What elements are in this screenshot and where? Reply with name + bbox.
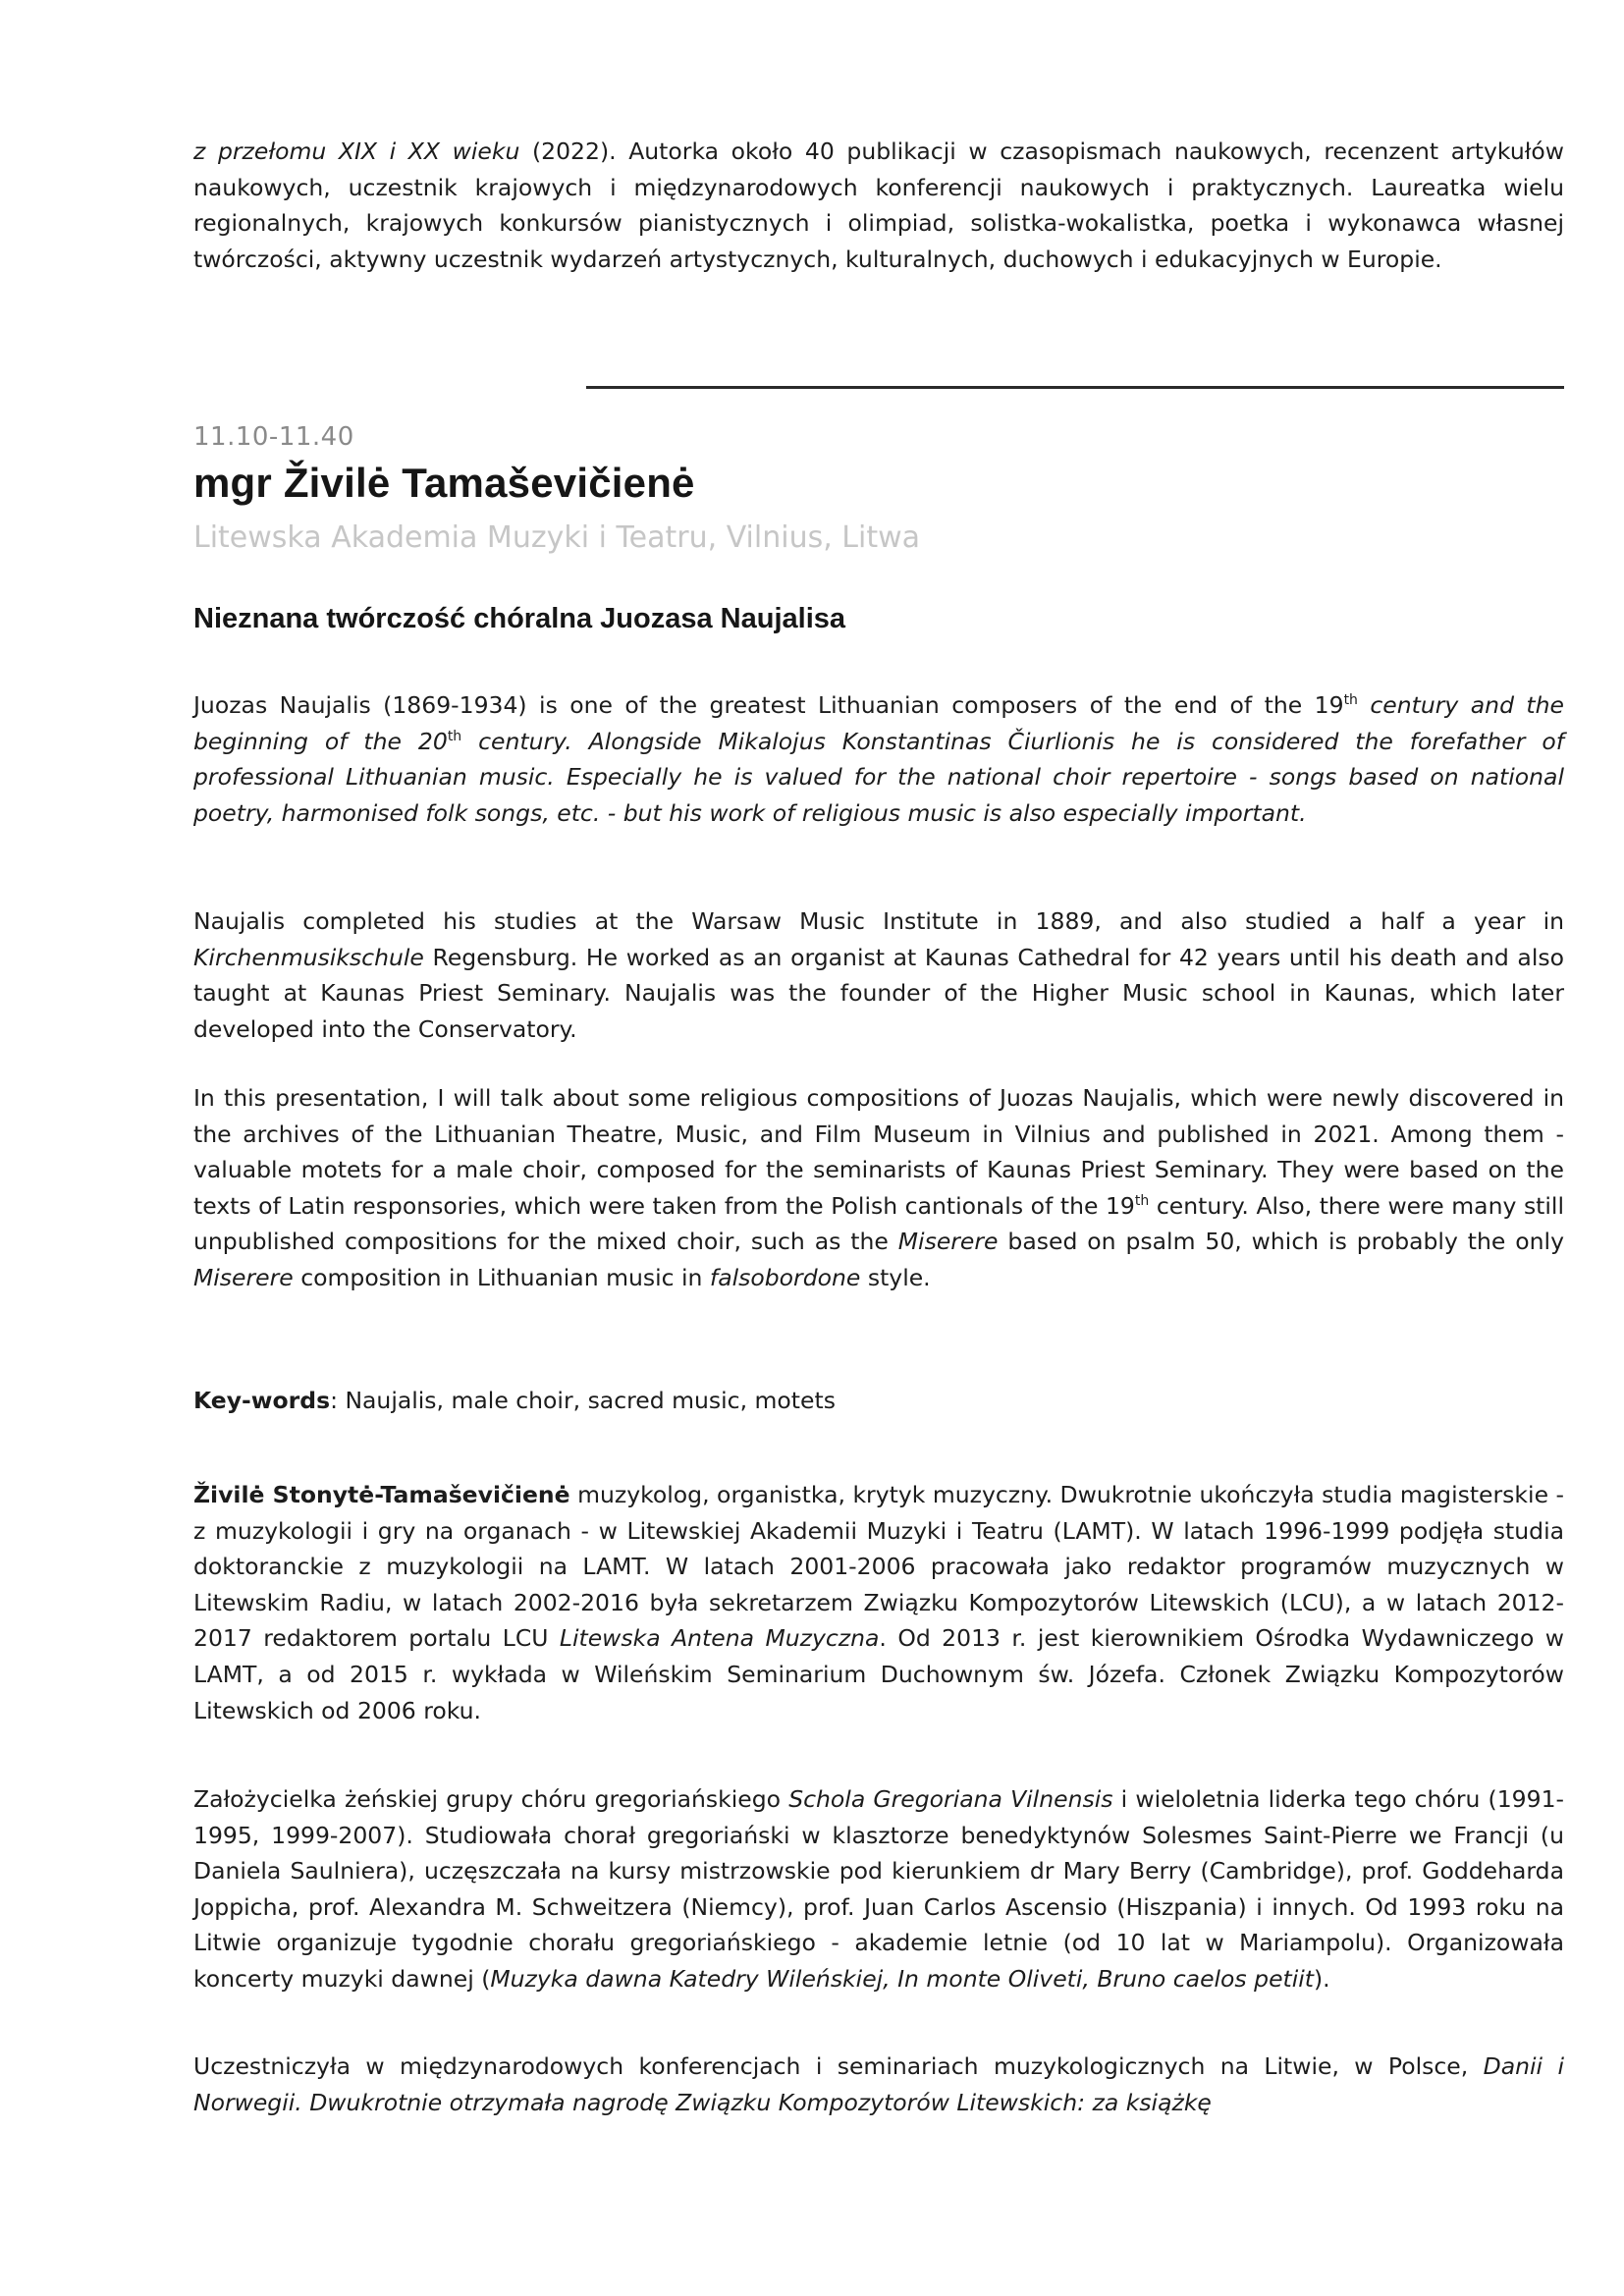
- bio-p2-italic-2: Muzyka dawna Katedry Wileńskiej, In monte Oliveti, Bruno caelos petiit: [490, 1964, 1315, 1993]
- keywords-text: : Naujalis, male choir, sacred music, motets: [330, 1387, 836, 1414]
- abstract-p1-text-c: century. Alongside Mikalojus Konstantinas Čiurlionis he is considered the forefather of professional Lithuanian music. Especially he is valued for the national choir repertoire - songs based on national poetry, harmonised folk songs, etc. - but his work of religious music is also especially important.: [193, 727, 1564, 827]
- abstract-paragraph-1: [193, 687, 1564, 831]
- abstract-p1-text-b: century and the beginning of the 20: [193, 691, 1564, 755]
- abstract-p3-text-b: century. Also, there were many still unpublished compositions for the mixed choir, such as the: [193, 1191, 1564, 1256]
- ordinal-suffix: th: [1134, 1192, 1150, 1209]
- bio-paragraph-1: [193, 1477, 1564, 1728]
- section-divider: [586, 386, 1564, 389]
- bio-p2-text-c: ).: [1314, 1964, 1330, 1993]
- ordinal-suffix: th: [1343, 692, 1358, 709]
- bio-p2-italic-1: Schola Gregoriana Vilnensis: [788, 1785, 1113, 1813]
- abstract-p2-text-a: Naujalis completed his studies at the Warsaw Music Institute in 1889, and also studied a half a year in: [193, 907, 1564, 935]
- abstract-p3-text-d: composition in Lithuanian music in: [293, 1263, 710, 1291]
- abstract-p2-text-b: Regensburg. He worked as an organist at Kaunas Cathedral for 42 years until his death and also taught at Kaunas Priest Seminary. Naujalis was the founder of the Higher Music school in Kaunas, which later developed into the Conservatory.: [193, 943, 1564, 1043]
- bio-p1-text-b: . Od 2013 r. jest kierownikiem Ośrodka Wydawniczego w LAMT, a od 2015 r. wykłada w Wileńskim Seminarium Duchownym św. Józefa. Członek Związku Kompozytorów Litewskich od 2006 roku.: [193, 1624, 1564, 1724]
- speaker-affiliation: Litewska Akademia Muzyki i Teatru, Vilnius, Litwa: [193, 520, 921, 555]
- bio-p2-text-b: i wieloletnia liderka tego chóru (1991-1995, 1999-2007). Studiowała chorał gregoriański w klasztorze benedyktynów Solesmes Saint-Pierre we Francji (u Daniela Saulniera), uczęszczała na kursy mistrzowskie pod kierunkiem dr Mary Berry (Cambridge), prof. Goddeharda Joppicha, prof. Alexandra M. Schweitzera (Niemcy), prof. Juan Carlos Ascensio (Hiszpania) i innych. Od 1993 roku na Litwie organizuje tygodnie chorału gregoriańskiego - akademie letnie (od 10 lat w Mariampolu). Organizowała koncerty muzyki dawnej (: [193, 1785, 1564, 1993]
- bio-paragraph-3: [193, 2049, 1564, 2120]
- intro-book-title: z przełomu XIX i XX wieku: [193, 137, 520, 165]
- keywords-line: [193, 1383, 1564, 1419]
- bio-name: Živilė Stonytė-Tamaševičienė: [193, 1481, 570, 1508]
- bio-p1-italic: Litewska Antena Muzyczna: [559, 1624, 880, 1653]
- bio-p3-text-a: Uczestniczyła w międzynarodowych konferencjach i seminariach muzykologicznych na Litwie, w Polsce,: [193, 2052, 1484, 2080]
- abstract-p2-italic: Kirchenmusikschule: [193, 943, 424, 971]
- bio-p3-italic: Danii i Norwegii. Dwukrotnie otrzymała nagrodę Związku Kompozytorów Litewskich: za książkę: [193, 2052, 1564, 2116]
- keywords-label: Key-words: [193, 1387, 331, 1414]
- bio-p2-text-a: Założycielka żeńskiej grupy chóru gregoriańskiego: [193, 1785, 789, 1813]
- session-time: 11.10-11.40: [193, 422, 354, 452]
- intro-text: (2022). Autorka około 40 publikacji w czasopismach naukowych, recenzent artykułów naukowych, uczestnik krajowych i międzynarodowych konferencji naukowych i praktycznych. Laureatka wielu regionalnych, krajowych konkursów pianistycznych i olimpiad, solistka-wokalistka, poetka i wykonawca własnej twórczości, aktywny uczestnik wydarzeń artystycznych, kulturalnych, duchowych i edukacyjnych w Europie.: [193, 137, 1564, 273]
- bio-p1-text-a: muzykolog, organistka, krytyk muzyczny. Dwukrotnie ukończyła studia magisterskie - z muzykologii i gry na organach - w Litewskiej Akademii Muzyki i Teatru (LAMT). W latach 1996-1999 podjęła studia doktoranckie z muzykologii na LAMT. W latach 2001-2006 pracowała jako redaktor programów muzycznych w Litewskim Radiu, w latach 2002-2016 była sekretarzem Związku Kompozytorów Litewskich (LCU), a w latach 2012-2017 redaktorem portalu LCU: [193, 1481, 1564, 1653]
- talk-title: Nieznana twórczość chóralna Juozasa Naujalisa: [193, 603, 846, 634]
- speaker-name: mgr Živilė Tamaševičienė: [193, 460, 695, 506]
- intro-paragraph: [193, 134, 1564, 277]
- abstract-p3-text-a: In this presentation, I will talk about some religious compositions of Juozas Naujalis, which were newly discovered in the archives of the Lithuanian Theatre, Music, and Film Museum in Vilnius and published in 2021. Among them - valuable motets for a male choir, composed for the seminarists of Kaunas Priest Seminary. They were based on the texts of Latin responsories, which were taken from the Polish cantionals of the 19: [193, 1084, 1564, 1220]
- abstract-paragraph-3: [193, 1080, 1564, 1296]
- abstract-p3-italic-1: Miserere: [897, 1228, 999, 1256]
- abstract-p3-text-c: based on psalm 50, which is probably the only: [998, 1228, 1564, 1256]
- ordinal-suffix: th: [447, 728, 462, 744]
- abstract-p1-text-a: Juozas Naujalis (1869-1934) is one of the greatest Lithuanian composers of the end of the 19: [193, 691, 1344, 719]
- abstract-p3-italic-2: Miserere: [193, 1263, 294, 1291]
- bio-paragraph-2: [193, 1781, 1564, 1997]
- abstract-paragraph-2: [193, 903, 1564, 1047]
- abstract-p3-text-e: style.: [860, 1263, 931, 1291]
- abstract-p3-italic-3: falsobordone: [709, 1263, 861, 1291]
